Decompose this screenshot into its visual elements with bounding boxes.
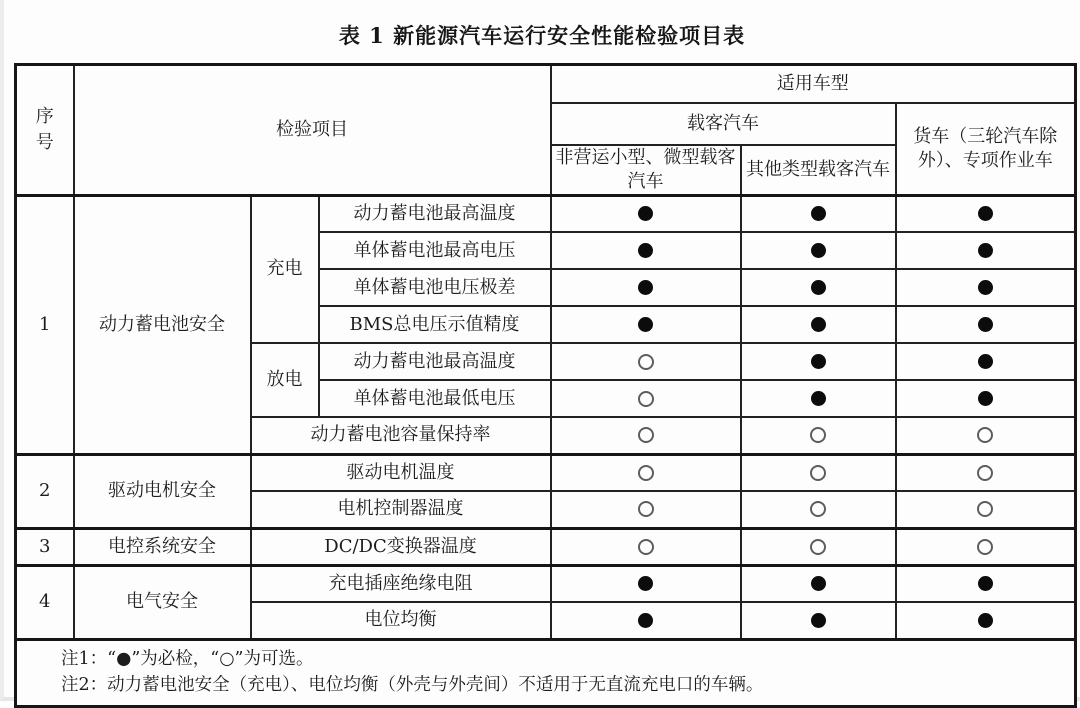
item-cell: 电位均衡 (251, 602, 551, 639)
mode-cell: 充电 (251, 195, 319, 343)
mark-cell (741, 602, 896, 639)
mark-dot (811, 317, 826, 332)
document-page (4, 0, 1080, 708)
mark-cell (896, 565, 1076, 602)
mark-cell (896, 195, 1076, 232)
item-cell: 单体蓄电池电压极差 (319, 269, 551, 306)
mark-cell (896, 343, 1076, 380)
mark-dot (978, 354, 993, 369)
item-cell: 动力蓄电池容量保持率 (251, 417, 551, 454)
mark-dot (978, 391, 993, 406)
category-cell: 电控系统安全 (74, 528, 251, 565)
mark-dot (638, 427, 654, 443)
note-2: 注2：动力蓄电池安全（充电）、电位均衡（外壳与外壳间）不适用于无直流充电口的车辆。 (61, 674, 764, 695)
item-cell: 动力蓄电池最高温度 (319, 343, 551, 380)
mark-dot (811, 206, 826, 221)
mark-dot (638, 501, 654, 517)
mark-dot (978, 576, 993, 591)
mark-cell (551, 232, 741, 269)
item-cell: 充电插座绝缘电阻 (251, 565, 551, 602)
table-row (16, 565, 1076, 602)
header-serial-label: 序号 (35, 105, 54, 153)
mark-cell (551, 491, 741, 528)
mark-dot (638, 280, 653, 295)
mark-dot (638, 613, 653, 628)
header-passenger-vehicles: 载客汽车 (551, 103, 896, 145)
mark-dot (811, 354, 826, 369)
mark-cell (551, 195, 741, 232)
table-title: 表 1 新能源汽车运行安全性能检验项目表 (338, 23, 746, 48)
note-1: 注1：“●”为必检，“○”为可选。 (61, 648, 314, 669)
mark-cell (896, 232, 1076, 269)
mode-cell: 放电 (251, 343, 319, 417)
mark-dot (977, 465, 993, 481)
mark-cell (896, 602, 1076, 639)
item-cell: 电机控制器温度 (251, 491, 551, 528)
header-non-operating-small: 非营运小型、微型载客汽车 (551, 145, 741, 196)
mark-dot (638, 576, 653, 591)
mark-dot (811, 613, 826, 628)
mark-cell (551, 528, 741, 565)
header-serial (16, 65, 74, 196)
mark-dot (638, 317, 653, 332)
mark-dot (977, 427, 993, 443)
serial-cell: 4 (16, 565, 74, 639)
mark-cell (551, 565, 741, 602)
notes-row (16, 639, 1076, 706)
table-row (16, 454, 1076, 491)
mark-cell (741, 491, 896, 528)
header-other-passenger: 其他类型载客汽车 (741, 145, 896, 196)
mark-cell (896, 491, 1076, 528)
mark-dot (977, 539, 993, 555)
mark-cell (896, 306, 1076, 343)
mark-cell (551, 454, 741, 491)
mark-dot (810, 501, 826, 517)
mark-cell (551, 380, 741, 417)
mark-cell (551, 306, 741, 343)
mark-cell (741, 454, 896, 491)
mark-dot (638, 391, 654, 407)
serial-cell: 3 (16, 528, 74, 565)
mark-dot (978, 613, 993, 628)
item-cell: 单体蓄电池最高电压 (319, 232, 551, 269)
item-cell: BMS总电压示值精度 (319, 306, 551, 343)
mark-dot (638, 206, 653, 221)
inspection-items-table (14, 63, 1077, 708)
category-cell: 驱动电机安全 (74, 454, 251, 528)
mark-cell (741, 269, 896, 306)
serial-cell: 1 (16, 195, 74, 454)
mark-dot (978, 317, 993, 332)
mark-dot (978, 206, 993, 221)
serial-cell: 2 (16, 454, 74, 528)
table-row (16, 528, 1076, 565)
table-row (16, 195, 1076, 232)
header-row-1 (16, 65, 1076, 103)
mark-dot (811, 576, 826, 591)
mark-dot (811, 391, 826, 406)
mark-cell (741, 528, 896, 565)
mark-dot (811, 243, 826, 258)
category-cell: 动力蓄电池安全 (74, 195, 251, 454)
mark-cell (741, 232, 896, 269)
item-cell: 驱动电机温度 (251, 454, 551, 491)
mark-cell (741, 380, 896, 417)
mark-dot (638, 465, 654, 481)
mark-dot (810, 465, 826, 481)
mark-dot (810, 539, 826, 555)
mark-cell (551, 602, 741, 639)
mark-dot (978, 280, 993, 295)
item-cell: 动力蓄电池最高温度 (319, 195, 551, 232)
mark-cell (896, 269, 1076, 306)
mark-dot (638, 243, 653, 258)
mark-cell (896, 417, 1076, 454)
item-cell: DC/DC变换器温度 (251, 528, 551, 565)
header-applicable-models: 适用车型 (551, 65, 1076, 103)
mark-dot (638, 354, 654, 370)
category-cell: 电气安全 (74, 565, 251, 639)
mark-cell (896, 528, 1076, 565)
mark-cell (551, 417, 741, 454)
mark-cell (896, 454, 1076, 491)
mark-dot (977, 501, 993, 517)
mark-cell (551, 269, 741, 306)
item-cell: 单体蓄电池最低电压 (319, 380, 551, 417)
mark-dot (978, 243, 993, 258)
header-inspection-item: 检验项目 (74, 65, 551, 196)
mark-cell (896, 380, 1076, 417)
mark-cell (741, 306, 896, 343)
mark-cell (741, 195, 896, 232)
mark-cell (741, 565, 896, 602)
notes-cell (16, 639, 1076, 706)
mark-cell (741, 417, 896, 454)
header-trucks: 货车（三轮汽车除外）、专项作业车 (896, 103, 1076, 196)
mark-dot (638, 539, 654, 555)
mark-dot (811, 280, 826, 295)
mark-cell (741, 343, 896, 380)
mark-dot (810, 427, 826, 443)
mark-cell (551, 343, 741, 380)
